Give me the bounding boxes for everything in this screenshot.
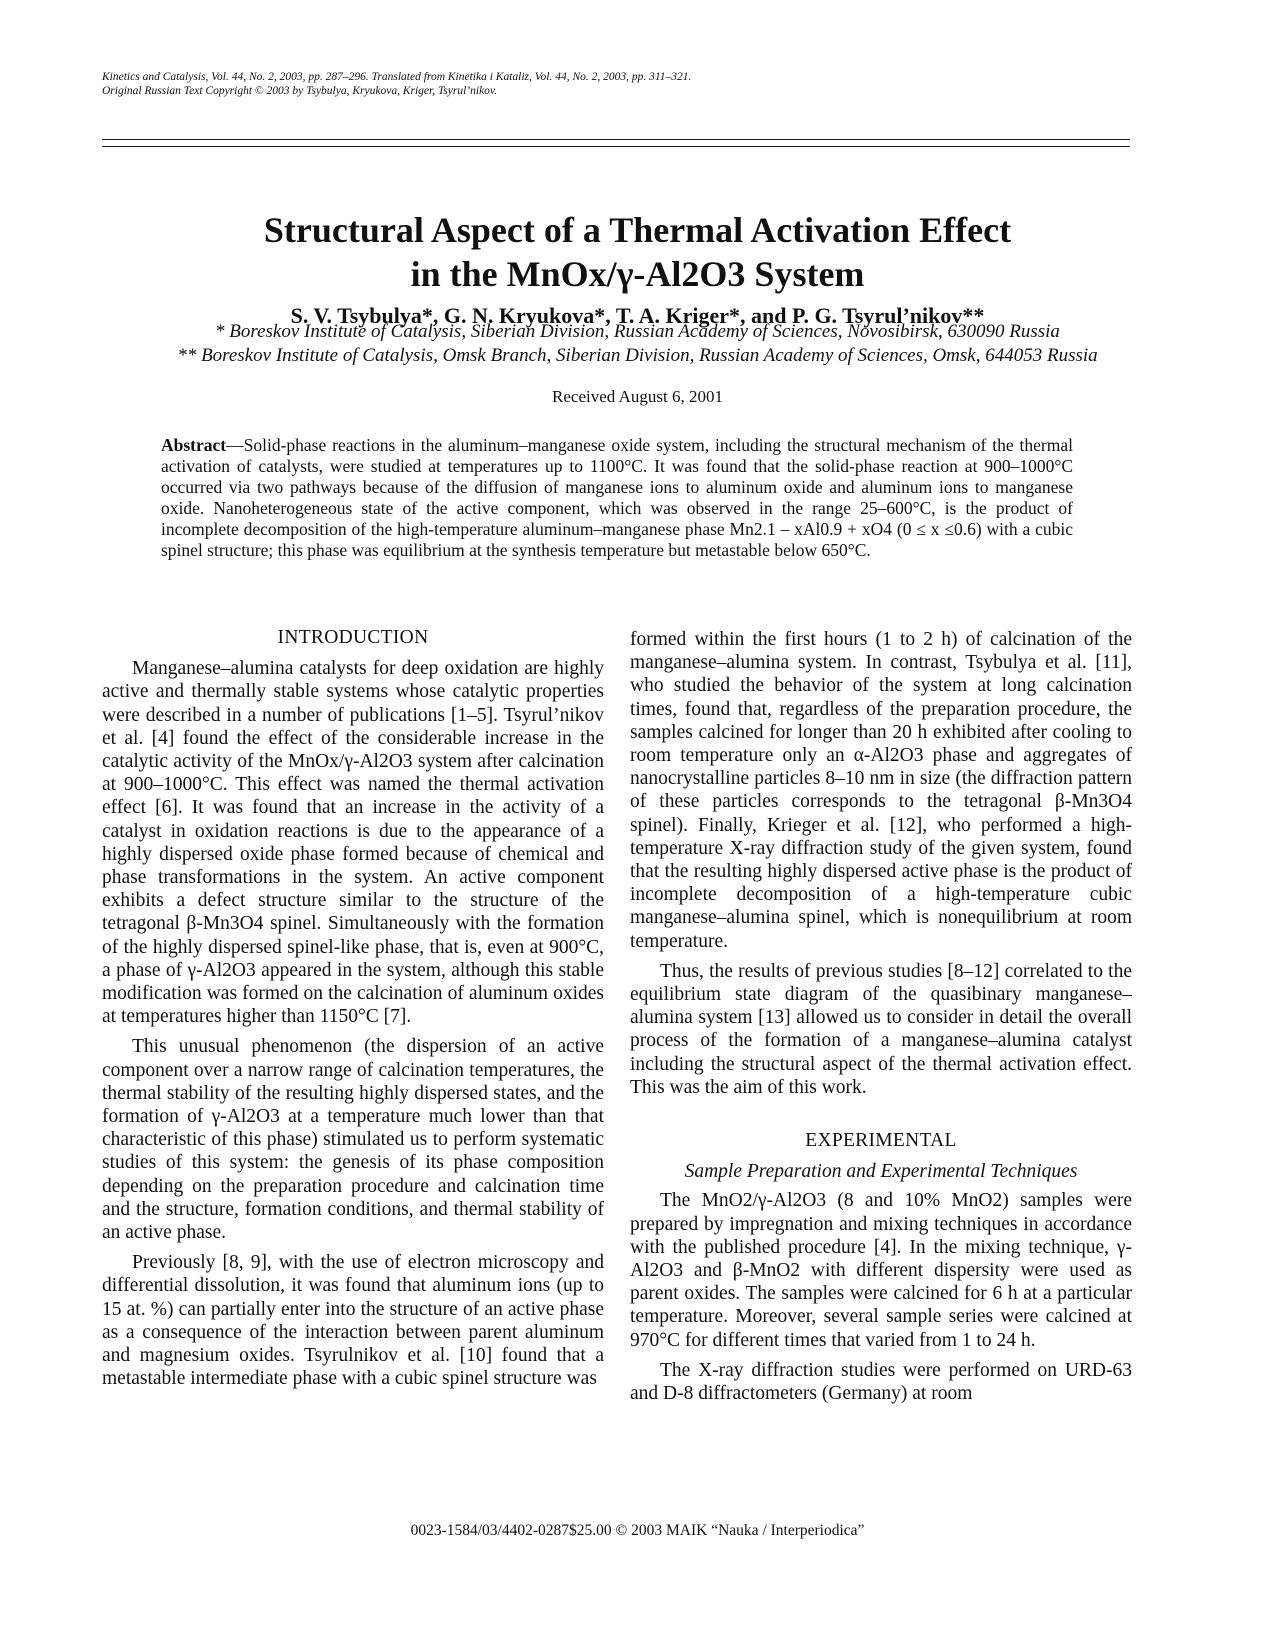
paragraph: Thus, the results of previous studies [8–12] correlated to the equilibrium state diagram of the quasibinary manganese–alumina system [13] allowed us to consider in detail the overall process of the formation of a manganese–alumina catalyst including the structural aspect of the thermal activation effect. This was the aim of this work. bbox=[630, 960, 1132, 1098]
title-line-2: in the MnOx/γ-Al2O3 System bbox=[410, 254, 865, 294]
affiliation-1: * Boreskov Institute of Catalysis, Siberian Division, Russian Academy of Sciences, Novosibirsk, 630090 Russia bbox=[215, 321, 1060, 342]
paragraph: This unusual phenomenon (the dispersion of an active component over a narrow range of calcination temperatures, the thermal stability of the resulting highly dispersed states, and the formation of γ-Al2O3 at a temperature much lower than that characteristic of this phase) stimulated us to perform systematic studies of this system: the genesis of its phase composition depending on the preparation procedure and calcination time and the structure, formation conditions, and thermal stability of an active phase. bbox=[102, 1036, 604, 1244]
abstract bbox=[161, 435, 1073, 561]
affiliation-2: ** Boreskov Institute of Catalysis, Omsk Branch, Siberian Division, Russian Academy of Sciences, Omsk, 644053 Russia bbox=[177, 345, 1098, 366]
header-rule-top bbox=[102, 139, 1130, 140]
journal-citation: Kinetics and Catalysis, Vol. 44, No. 2, 2003, pp. 287–296. Translated from Kinetika i Kataliz, Vol. 44, No. 2, 2003, pp. 311–321. bbox=[102, 71, 692, 83]
paragraph: Manganese–alumina catalysts for deep oxidation are highly active and thermally stable systems whose catalytic properties were described in a number of publications [1–5]. Tsyrul’nikov et al. [4] found the effect of the considerable increase in the catalytic activity of the MnOx/γ-Al2O3 system after calcination at 900–1000°C. This effect was named the thermal activation effect [6]. It was found that an increase in the activity of a catalyst in oxidation reactions is due to the appearance of a highly dispersed oxide phase formed because of chemical and phase transformations in the system. An active component exhibits a defect structure similar to the structure of the tetragonal β-Mn3O4 spinel. Simultaneously with the formation of the highly dispersed spinel-like phase, that is, even at 900°C, a phase of γ-Al2O3 appeared in the system, although this stable modification was formed on the calcination of aluminum oxides at temperatures higher than 1150°C [7]. bbox=[102, 658, 604, 1028]
section-heading-experimental: EXPERIMENTAL bbox=[805, 1130, 957, 1152]
subsection-heading: Sample Preparation and Experimental Techniques bbox=[684, 1161, 1078, 1183]
author-list: S. V. Tsybulya*, G. N. Kryukova*, T. A. Kriger*, and P. G. Tsyrul’nikov** bbox=[290, 303, 985, 328]
page-footer: 0023-1584/03/4402-0287$25.00 © 2003 MAIK “Nauka / Interperiodica” bbox=[410, 1522, 865, 1539]
paragraph: The X-ray diffraction studies were performed on URD-63 and D-8 diffractometers (Germany) at room bbox=[630, 1359, 1132, 1405]
title-line-1: Structural Aspect of a Thermal Activation Effect bbox=[263, 210, 1012, 250]
received-date: Received August 6, 2001 bbox=[552, 387, 723, 406]
paper-title bbox=[0, 208, 1275, 296]
paragraph: Previously [8, 9], with the use of electron microscopy and differential dissolution, it was found that aluminum ions (up to 15 at. %) can partially enter into the structure of an active phase as a consequence of the interaction between parent aluminum and magnesium oxides. Tsyrulnikov et al. [10] found that a metastable intermediate phase with a cubic spinel structure was bbox=[102, 1252, 604, 1390]
journal-header bbox=[102, 70, 1102, 98]
paragraph: formed within the first hours (1 to 2 h) of calcination of the manganese–alumina system. In contrast, Tsybulya et al. [11], who studied the behavior of the system at long calcination times, found that, regardless of the preparation procedure, the samples calcined for longer than 20 h exhibited after cooling to room temperature only an α-Al2O3 phase and aggregates of nanocrystalline particles 8–10 nm in size (the diffraction pattern of these particles corresponds to the tetragonal β-Mn3O4 spinel). Finally, Krieger et al. [12], who performed a high-temperature X-ray diffraction study of the given system, found that the resulting highly dispersed active phase is the product of incomplete decomposition of a high-temperature cubic manganese–alumina spinel, which is nonequilibrium at room temperature. bbox=[630, 629, 1132, 952]
header-rule-bottom bbox=[102, 146, 1130, 147]
copyright-note: Original Russian Text Copyright © 2003 by Tsybulya, Kryukova, Kriger, Tsyrul’nikov. bbox=[102, 85, 498, 97]
right-column bbox=[630, 628, 1132, 1405]
abstract-label: Abstract bbox=[161, 435, 227, 455]
left-column bbox=[102, 626, 604, 1391]
paragraph: The MnO2/γ-Al2O3 (8 and 10% MnO2) samples were prepared by impregnation and mixing techniques in accordance with the published procedure [4]. In the mixing technique, γ-Al2O3 and β-MnO2 with different dispersity were used as parent oxides. The samples were calcined for 6 h at a particular temperature. Moreover, several sample series were calcined at 970°C for different times that varied from 1 to 24 h. bbox=[630, 1190, 1132, 1351]
section-heading-introduction: INTRODUCTION bbox=[277, 627, 429, 648]
section-spacer bbox=[630, 1099, 1132, 1129]
abstract-text: —Solid-phase reactions in the aluminum–manganese oxide system, including the structural mechanism of the thermal activation of catalysts, were studied at temperatures up to 1100°C. It was found that the solid-phase reaction at 900–1000°C occurred via two pathways because of the diffusion of manganese ions to aluminum oxide and aluminum ions to manganese oxide. Nanoheterogeneous state of the active component, which was observed in the range 25–600°C, is the product of incomplete decomposition of the high-temperature aluminum–manganese phase Mn2.1 – xAl0.9 + xO4 (0 ≤ x ≤0.6) with a cubic spinel structure; this phase was equilibrium at the synthesis temperature but metastable below 650°C. bbox=[161, 435, 1073, 560]
